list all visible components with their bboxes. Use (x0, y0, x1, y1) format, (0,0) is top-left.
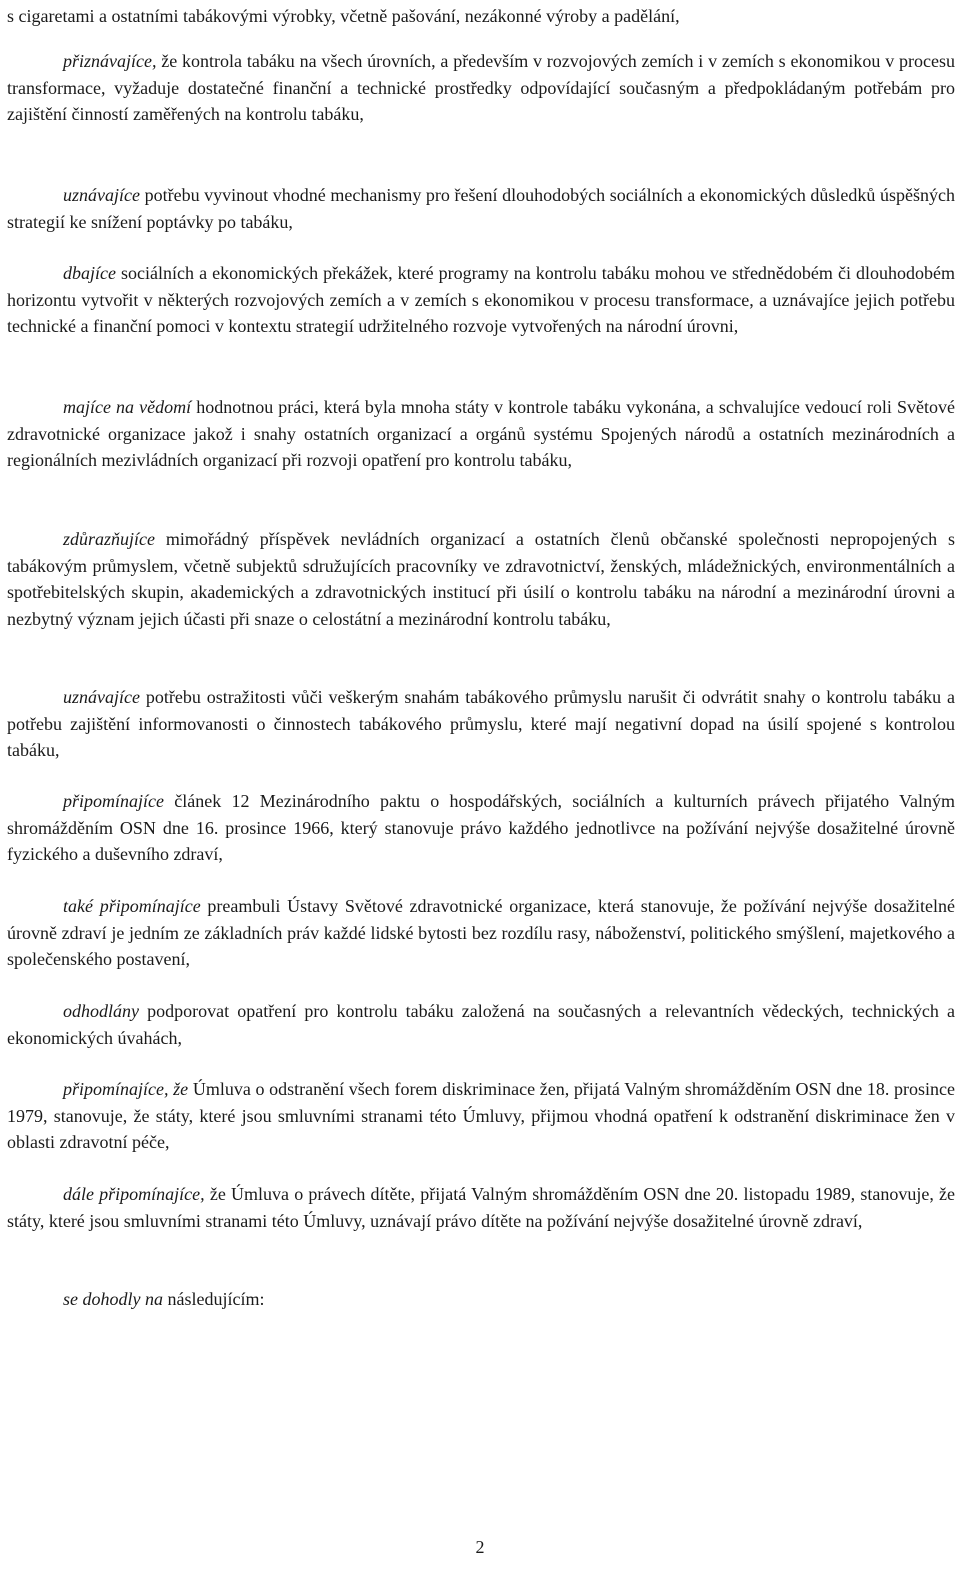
paragraph-text: mimořádný příspěvek nevládních organizací a ostatních členů občanské společnosti nepropojených s tabákovým průmyslem, včetně subjektů sdružujících pracovníky ve zdravotnictví, ženských, mládežnických, environmentálních a spotřebitelských skupin, akademických a zdravotnických institucí při úsilí o kontrolu tabáku na národní a mezinárodní úrovni a nezbytný význam jejich účasti při snaze o celostátní a mezinárodní kontrolu tabáku, (7, 529, 956, 629)
paragraph-lead: připomínajíce (63, 791, 164, 811)
paragraph-pripominajice-1 (7, 788, 955, 868)
paragraph-text: potřebu ostražitosti vůči veškerým snahám tabákového průmyslu narušit či odvrátit snahy o kontrolu tabáku a potřebu zajištění informovanosti o činnostech tabákového průmyslu, které mají negativní dopad na úsilí spojené s kontrolou tabáku, (7, 687, 956, 760)
paragraph-dale-pripominajice (7, 1181, 955, 1234)
paragraph-continuation (7, 3, 680, 30)
paragraph-dbajice (7, 260, 955, 340)
paragraph-lead: se dohodly na (63, 1289, 163, 1309)
paragraph-priznavajice (7, 48, 955, 128)
paragraph-text: podporovat opatření pro kontrolu tabáku založená na současných a relevantních vědeckých, technických a ekonomických úvahách, (7, 1001, 955, 1048)
paragraph-lead: připomínajíce, že (63, 1079, 189, 1099)
paragraph-lead: přiznávajíce, (63, 51, 157, 71)
paragraph-pripominajice-2 (7, 1076, 955, 1156)
paragraph-odhodlany (7, 998, 955, 1051)
paragraph-lead: odhodlány (63, 1001, 139, 1021)
paragraph-text: následujícím: (167, 1289, 265, 1309)
paragraph-lead: dbajíce (63, 263, 116, 283)
paragraph-text: Úmluva o odstranění všech forem diskriminace žen, přijatá Valným shromážděním OSN dne 18. prosince 1979, stanovuje, že státy, které jsou smluvními stranami této Úmluvy, přijmou vhodná opatření k odstranění diskriminace žen v oblasti zdravotní péče, (7, 1079, 955, 1152)
paragraph-lead: dále připomínajíce, (63, 1184, 205, 1204)
paragraph-text: hodnotnou práci, která byla mnoha státy v kontrole tabáku vykonána, a schvalujíce vedoucí roli Světové zdravotnické organizace jakož i snahy ostatních organizací a orgánů systému Spojených národů a ostatních mezinárodních a regionálních mezivládních organizací při rozvoji opatření pro kontrolu tabáku, (7, 397, 955, 470)
paragraph-uznavajice-2 (7, 684, 955, 764)
paragraph-text: preambuli Ústavy Světové zdravotnické organizace, která stanovuje, že požívání nejvýše dosažitelné úrovně zdraví je jedním ze základních práv každé lidské bytosti bez rozdílu rasy, náboženství, politického smýšlení, majetkového a společenského postavení, (7, 896, 955, 969)
paragraph-uznavajice-1 (7, 182, 955, 235)
paragraph-lead: majíce na vědomí (63, 397, 192, 417)
paragraph-take-pripominajice (7, 893, 955, 973)
paragraph-text: že kontrola tabáku na všech úrovních, a především v rozvojových zemích i v zemích s ekonomikou v procesu transformace, vyžaduje dostatečné finanční a technické prostředky odpovídající současným a předpokládaným potřebám pro zajištění činností zaměřených na kontrolu tabáku, (7, 51, 955, 124)
paragraph-text: s cigaretami a ostatními tabákovými výrobky, včetně pašování, nezákonné výroby a padělání, (7, 6, 680, 26)
paragraph-text: sociálních a ekonomických překážek, které programy na kontrolu tabáku mohou ve střednědobém či dlouhodobém horizontu vytvořit v některých rozvojových zemích a v zemích s ekonomikou v procesu transformace, a uznávajíce jejich potřebu technické a finanční pomoci v kontextu strategií udržitelného rozvoje vytvořených na národní úrovni, (7, 263, 956, 336)
paragraph-zduraznujice (7, 526, 955, 632)
paragraph-lead: uznávajíce (63, 687, 140, 707)
paragraph-se-dohodly (7, 1286, 264, 1313)
paragraph-lead: uznávajíce (63, 185, 140, 205)
paragraph-lead: zdůrazňujíce (63, 529, 155, 549)
paragraph-text: že Úmluva o právech dítěte, přijatá Valným shromážděním OSN dne 20. listopadu 1989, stanovuje, že státy, které jsou smluvními stranami této Úmluvy, uznávají právo dítěte na požívání nejvýše dosažitelné úrovně zdraví, (7, 1184, 955, 1231)
paragraph-lead: také připomínajíce (63, 896, 201, 916)
page-number: 2 (475, 1537, 485, 1557)
paragraph-majice-na-vedomi (7, 394, 955, 474)
paragraph-text: potřebu vyvinout vhodné mechanismy pro řešení dlouhodobých sociálních a ekonomických důsledků úspěšných strategií ke snížení poptávky po tabáku, (7, 185, 955, 232)
paragraph-text: článek 12 Mezinárodního paktu o hospodářských, sociálních a kulturních právech přijatého Valným shromážděním OSN dne 16. prosince 1966, který stanovuje právo každého jednotlivce na požívání nejvýše dosažitelné úrovně fyzického a duševního zdraví, (7, 791, 956, 864)
